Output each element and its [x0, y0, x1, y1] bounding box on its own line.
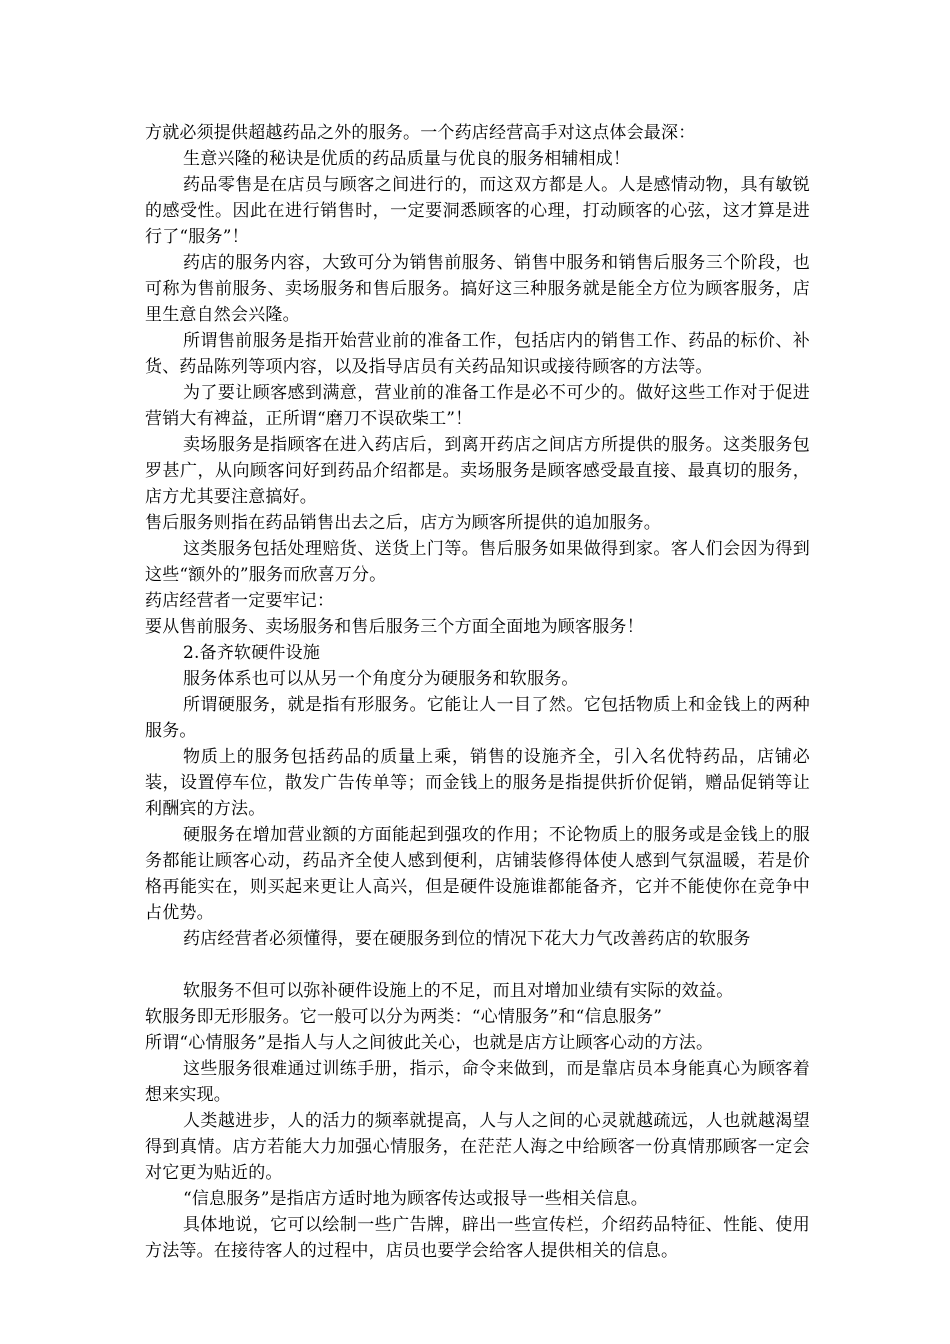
paragraph: 这类服务包括处理赔货、送货上门等。售后服务如果做得到家。客人们会因为得到这些“额外的”服务而欣喜万分。: [145, 539, 810, 585]
paragraph: 硬服务在增加营业额的方面能起到强攻的作用；不论物质上的服务或是金钱上的服务都能让顾客心动，药品齐全使人感到便利，店铺装修得体使人感到气氛温暖，若是价格再能实在，则买起来更让人高兴，但是硬件设施谁都能备齐，它并不能使你在竞争中占优势。: [145, 825, 810, 923]
paragraph-gap: [145, 952, 810, 978]
paragraph: 服务体系也可以从另一个角度分为硬服务和软服务。: [183, 669, 579, 689]
paragraph: 2.备齐软硬件设施: [183, 643, 321, 663]
paragraph: 生意兴隆的秘诀是优质的药品质量与优良的服务相辅相成！: [183, 149, 631, 169]
paragraph: 人类越进步，人的活力的频率就提高，人与人之间的心灵就越疏远，人也就越渴望得到真情。店方若能大力加强心情服务，在茫茫人海之中给顾客一份真情那顾客一定会对它更为贴近的。: [145, 1111, 810, 1183]
paragraph: “信息服务”是指店方适时地为顾客传达或报导一些相关信息。: [183, 1189, 648, 1209]
paragraph: 药店经营者必须懂得，要在硬服务到位的情况下花大力气改善药店的软服务: [183, 929, 751, 949]
paragraph: 所谓硬服务，就是指有形服务。它能让人一目了然。它包括物质上和金钱上的两种服务。: [145, 695, 810, 741]
paragraph: 这些服务很难通过训练手册，指示，命令来做到，而是靠店员本身能真心为顾客着想来实现。: [145, 1059, 810, 1105]
paragraph: 所谓“心情服务”是指人与人之间彼此关心，也就是店方让顾客心动的方法。: [145, 1033, 714, 1053]
paragraph: 软服务不但可以弥补硬件设施上的不足，而且对增加业绩有实际的效益。: [183, 981, 734, 1001]
paragraph: 软服务即无形服务。它一般可以分为两类：“心情服务”和“信息服务”: [145, 1007, 663, 1027]
paragraph: 售后服务则指在药品销售出去之后，店方为顾客所提供的追加服务。: [145, 513, 661, 533]
paragraph: 药店的服务内容，大致可分为销售前服务、销售中服务和销售后服务三个阶段，也可称为售前服务、卖场服务和售后服务。搞好这三种服务就是能全方位为顾客服务，店里生意自然会兴隆。: [145, 253, 810, 325]
paragraph: 为了要让顾客感到满意，营业前的准备工作是必不可少的。做好这些工作对于促进营销大有裨益，正所谓“磨刀不误砍柴工”！: [145, 383, 810, 429]
paragraph: 物质上的服务包括药品的质量上乘，销售的设施齐全，引入名优特药品，店铺必装，设置停车位，散发广告传单等；而金钱上的服务是指提供折价促销，赠品促销等让利酬宾的方法。: [145, 747, 810, 819]
document-body: [145, 120, 810, 1264]
paragraph: 要从售前服务、卖场服务和售后服务三个方面全面地为顾客服务！: [145, 617, 644, 637]
paragraph: 药品零售是在店员与顾客之间进行的，而这双方都是人。人是感情动物，具有敏锐的感受性。因此在进行销售时，一定要洞悉顾客的心理，打动顾客的心弦，这才算是进行了“服务”！: [145, 175, 810, 247]
paragraph: 卖场服务是指顾客在进入药店后，到离开药店之间店方所提供的服务。这类服务包罗甚广，从向顾客问好到药品介绍都是。卖场服务是顾客感受最直接、最真切的服务，店方尤其要注意搞好。: [145, 435, 810, 507]
paragraph: 具体地说，它可以绘制一些广告牌，辟出一些宣传栏，介绍药品特征、性能、使用方法等。在接待客人的过程中，店员也要学会给客人提供相关的信息。: [145, 1215, 810, 1261]
paragraph: 药店经营者一定要牢记：: [145, 591, 335, 611]
paragraph: 所谓售前服务是指开始营业前的准备工作，包括店内的销售工作、药品的标价、补货、药品陈列等项内容，以及指导店员有关药品知识或接待顾客的方法等。: [145, 331, 810, 377]
paragraph: 方就必须提供超越药品之外的服务。一个药店经营高手对这点体会最深：: [145, 123, 696, 143]
